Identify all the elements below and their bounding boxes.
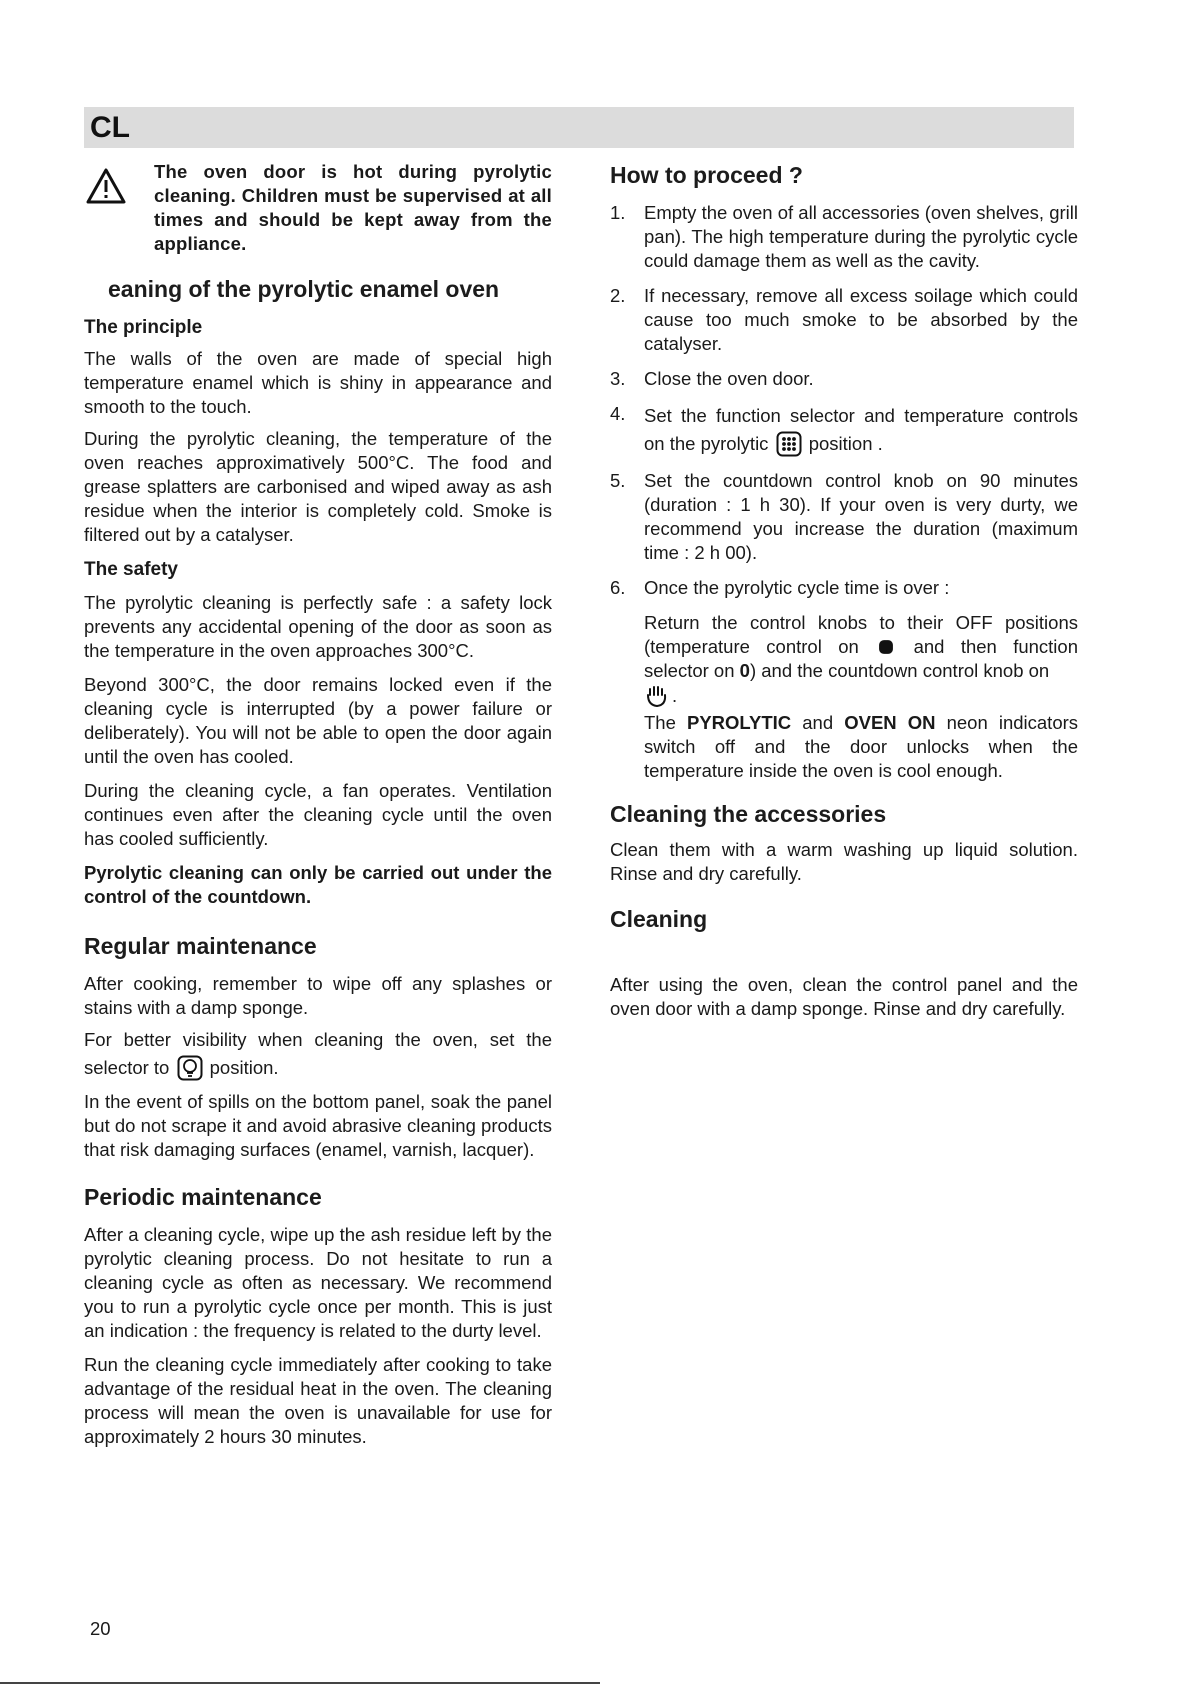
step-number: 4. (610, 403, 626, 424)
proceed-steps (610, 201, 1078, 783)
step-text (644, 402, 1078, 458)
oven-lamp-icon (177, 1055, 203, 1081)
step-item (610, 367, 1078, 391)
neon-oven-on: OVEN ON (844, 712, 936, 733)
return-knobs-text (644, 611, 1078, 709)
section-code: CL (90, 111, 130, 144)
warning-text: The oven door is hot during pyrolytic cleaning. Children must be supervised at all times and should be kept away from the appliance. (154, 161, 552, 254)
manual-hand-icon (644, 683, 670, 709)
neon-part: neon indicators switch off and the door unlocks when the temperature inside the oven is cool enough. (644, 712, 1079, 781)
cleaning-accessories-title: Cleaning the accessories (610, 801, 887, 827)
principle-title: The principle (84, 317, 203, 338)
step-text: Empty the oven of all accessories (oven shelves, grill pan). The high temperature during the pyrolytic cycle could damage them as well as the cavity. (644, 202, 1078, 271)
return-part: and then function selector on (644, 636, 1078, 681)
step-text-part: Set the function selector and temperature controls on the pyrolytic (644, 405, 1078, 454)
neon-part: and (802, 712, 834, 733)
neon-indicators-text (644, 711, 1078, 783)
cleaning-paragraph: After using the oven, clean the control panel and the oven door with a damp sponge. Rinse and dry carefully. (610, 974, 1078, 1019)
principle-paragraph: The walls of the oven are made of special high temperature enamel which is shiny in appearance and smooth to the touch. (84, 348, 552, 417)
principle-paragraph: During the pyrolytic cleaning, the temperature of the oven reaches approximatively 500°C. The food and grease splatters are carbonised and wiped away as ash residue when the interior is completely cold. Smoke is filtered out by a catalyser. (84, 428, 552, 545)
step-number: 5. (610, 470, 626, 491)
step-text: If necessary, remove all excess soilage which could cause too much smoke to be absorbed by the catalyser. (644, 285, 1078, 354)
step-number: 2. (610, 285, 626, 306)
safety-title: The safety (84, 559, 178, 580)
safety-paragraph: The pyrolytic cleaning is perfectly safe : a safety lock prevents any accidental opening of the door as soon as the temperature in the oven approaches 300°C. (84, 592, 552, 661)
step-text-part: position . (808, 433, 883, 454)
accessories-paragraph: Clean them with a warm washing up liquid solution. Rinse and dry carefully. (610, 839, 1078, 884)
regular-paragraph: After cooking, remember to wipe off any splashes or stains with a damp sponge. (84, 973, 552, 1018)
step-item (610, 576, 1078, 783)
return-zero: 0 (739, 660, 750, 681)
step-number: 6. (610, 577, 626, 598)
lamp-text-before: For better visibility when cleaning the oven, set the selector to (84, 1029, 552, 1078)
step-number: 1. (610, 202, 626, 223)
neon-part: The (644, 712, 676, 733)
warning-triangle-icon (86, 168, 126, 204)
filled-dot-icon (877, 638, 895, 656)
step-item (610, 402, 1078, 458)
periodic-maintenance-title: Periodic maintenance (84, 1184, 322, 1210)
step-text: Set the countdown control knob on 90 minutes (duration : 1 h 30). If your oven is very durty, we recommend you increase the duration (maximum time : 2 h 00). (644, 470, 1078, 563)
neon-pyrolytic: PYROLYTIC (686, 712, 792, 733)
return-part: . (672, 685, 678, 706)
pyrolytic-symbol-icon (776, 431, 802, 457)
step-text: Once the pyrolytic cycle time is over : (644, 577, 950, 598)
left-column (84, 160, 552, 1449)
right-column (610, 160, 1078, 1021)
regular-lamp-paragraph (84, 1026, 552, 1082)
header-bar (84, 107, 1074, 148)
countdown-note: Pyrolytic cleaning can only be carried out under the control of the countdown. (84, 862, 552, 907)
footer-rule (0, 1682, 600, 1684)
periodic-paragraph: Run the cleaning cycle immediately after cooking to take advantage of the residual heat in the oven. The cleaning process will mean the oven is unavailable for use for approximately 2 hours 30 minutes. (84, 1354, 552, 1447)
safety-paragraph: Beyond 300°C, the door remains locked even if the cleaning cycle is interrupted (by a power failure or deliberately). You will not be able to open the door again until the oven has cooled. (84, 674, 552, 767)
warning-block (84, 160, 552, 256)
how-to-proceed-title: How to proceed ? (610, 162, 803, 188)
step-item (610, 201, 1078, 273)
regular-paragraph: In the event of spills on the bottom panel, soak the panel but do not scrape it and avoid abrasive cleaning products that risk damaging surfaces (enamel, varnish, lacquer). (84, 1091, 552, 1160)
lamp-text-after: position. (209, 1057, 279, 1078)
step-item (610, 469, 1078, 565)
safety-paragraph: During the cleaning cycle, a fan operates. Ventilation continues even after the cleaning cycle until the oven has cooled sufficiently. (84, 780, 552, 849)
page-number: 20 (90, 1618, 111, 1639)
step-item (610, 284, 1078, 356)
section-title: eaning of the pyrolytic enamel oven (108, 276, 500, 302)
regular-maintenance-title: Regular maintenance (84, 933, 317, 959)
step-number: 3. (610, 368, 626, 389)
periodic-paragraph: After a cleaning cycle, wipe up the ash residue left by the pyrolytic cleaning process. Do not hesitate to run a cleaning cycle as often as necessary. We recommend you to run a pyrolytic cycle once per month. This is just an indication : the frequency is related to the durty level. (84, 1224, 552, 1341)
return-part: ) and the countdown control knob on (749, 660, 1050, 681)
step-text: Close the oven door. (644, 368, 814, 389)
return-part: Return the control knobs to their OFF positions (temperature control on (644, 612, 1078, 657)
cleaning-title: Cleaning (610, 906, 708, 932)
